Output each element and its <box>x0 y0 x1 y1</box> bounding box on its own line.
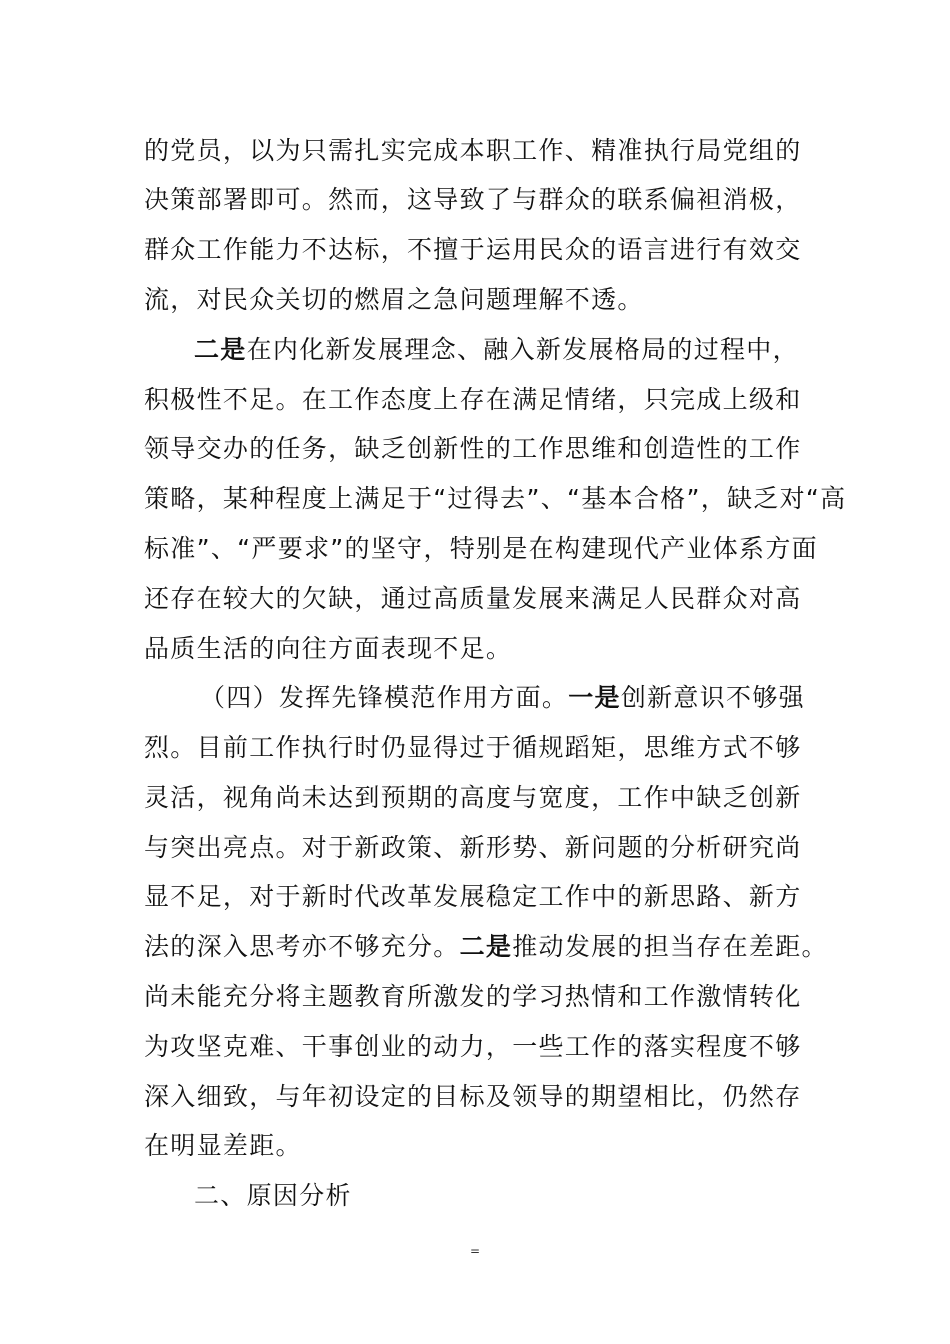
text-line: 深入细致，与年初设定的目标及领导的期望相比，仍然存 <box>144 1082 802 1111</box>
text-run: 推动发展的担当存在差距。 <box>512 932 828 961</box>
page-number: = <box>469 1244 481 1258</box>
text-run: 法的深入思考亦不够充分。 <box>144 932 460 961</box>
text-line: 标准”、“严要求”的坚守，特别是在构建现代产业体系方面 <box>144 534 818 563</box>
text-line: 还存在较大的欠缺，通过高质量发展来满足人民群众对高 <box>144 584 802 613</box>
text-run: （四）发挥先锋模范作用方面。 <box>200 683 569 712</box>
text-line: 在明显差距。 <box>144 1131 302 1160</box>
text-line <box>144 932 828 962</box>
text-line: 与突出亮点。对于新政策、新形势、新问题的分析研究尚 <box>144 833 802 862</box>
text-line: 领导交办的任务，缺乏创新性的工作思维和创造性的工作 <box>144 434 802 463</box>
text-line: 积极性不足。在工作态度上存在满足情绪，只完成上级和 <box>144 385 802 414</box>
text-line: 的党员，以为只需扎实完成本职工作、精准执行局党组的 <box>144 136 802 165</box>
text-line <box>200 683 805 713</box>
text-line: 策略，某种程度上满足于“过得去”、“基本合格”，缺乏对“高 <box>144 484 847 513</box>
text-run: 创新意识不够强 <box>620 683 805 712</box>
text-line <box>194 335 799 365</box>
text-line: 为攻坚克难、干事创业的动力，一些工作的落实程度不够 <box>144 1032 802 1061</box>
text-run: 在内化新发展理念、融入新发展格局的过程中， <box>246 335 799 364</box>
text-line: 决策部署即可。然而，这导致了与群众的联系偏袒消极， <box>144 185 802 214</box>
bold-lead: 一是 <box>568 683 621 712</box>
text-line: 流，对民众关切的燃眉之急问题理解不透。 <box>144 285 644 314</box>
text-line: 尚未能充分将主题教育所激发的学习热情和工作激情转化 <box>144 982 802 1011</box>
text-line: 灵活，视角尚未达到预期的高度与宽度，工作中缺乏创新 <box>144 783 802 812</box>
section-heading: 二、原因分析 <box>194 1181 352 1210</box>
text-line: 品质生活的向往方面表现不足。 <box>144 634 513 663</box>
bold-lead: 二是 <box>194 335 247 364</box>
text-line: 烈。目前工作执行时仍显得过于循规蹈矩，思维方式不够 <box>144 733 802 762</box>
bold-lead: 二是 <box>459 932 513 961</box>
text-line: 显不足，对于新时代改革发展稳定工作中的新思路、新方 <box>144 882 802 911</box>
text-line: 群众工作能力不达标，不擅于运用民众的语言进行有效交 <box>144 235 802 264</box>
